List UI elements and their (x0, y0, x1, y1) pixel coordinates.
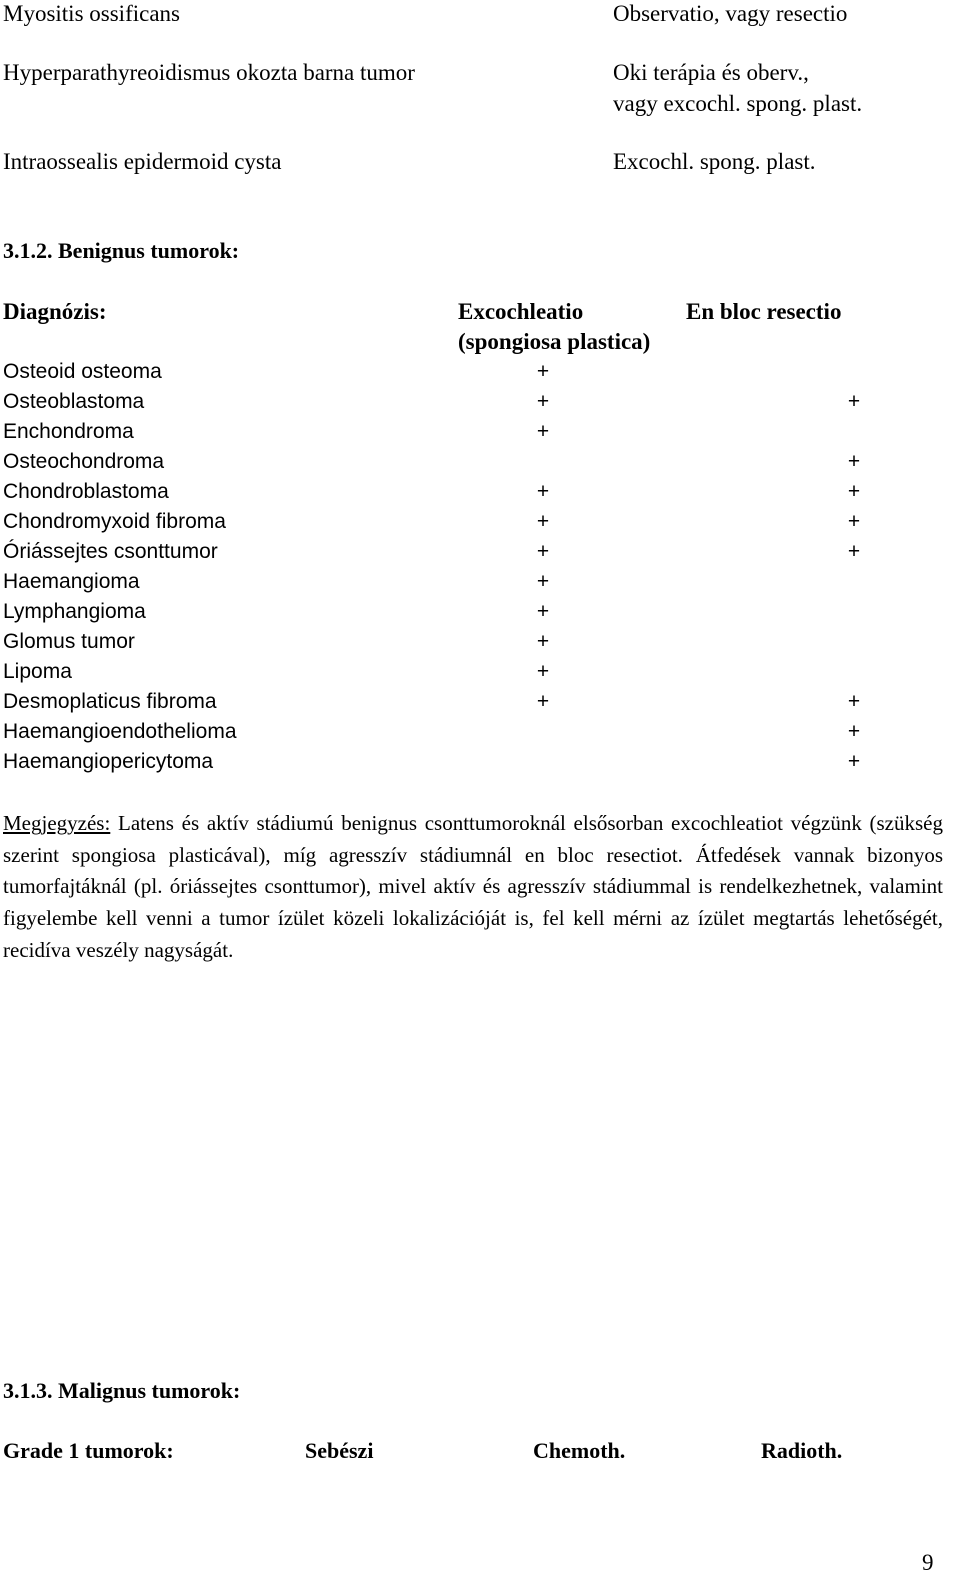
row-excochleatio-mark: + (536, 360, 550, 383)
row-diagnosis: Osteochondroma (3, 450, 165, 473)
row-excochleatio-mark: + (536, 570, 550, 593)
table-header-excochleatio: Excochleatio (458, 299, 584, 324)
top-treatment-1: Observatio, vagy resectio (613, 1, 848, 26)
page-number: 9 (922, 1550, 934, 1575)
top-diagnosis-2: Hyperparathyreoidismus okozta barna tumor (3, 60, 415, 85)
col-sebeszi: Sebészi (305, 1438, 374, 1463)
row-diagnosis: Chondroblastoma (3, 480, 169, 503)
row-en-bloc-mark: + (847, 540, 861, 563)
row-diagnosis: Haemangioendothelioma (3, 720, 237, 743)
note-text: Latens és aktív stádiumú benignus csonttumoroknál elsősorban excochleatiot végzünk (szükség szerint spongiosa plasticával), míg agresszív stádiumnál en bloc resectiot. Átfedések vannak bizonyos tumorfajtáknál (pl. óriássejtes csonttumor), mivel aktív és agresszív stádiummal is rendelkezhetnek, valamint figyelembe kell venni a tumor ízület közeli lokalizációját is, fel kell mérni az ízület megtartás lehetőségét, recidíva veszély nagyságát. (3, 811, 943, 962)
row-excochleatio-mark: + (536, 540, 550, 563)
row-diagnosis: Lipoma (3, 660, 72, 683)
table-row (3, 388, 923, 418)
row-diagnosis: Haemangiopericytoma (3, 750, 214, 773)
col-radioth: Radioth. (761, 1438, 843, 1463)
row-en-bloc-mark: + (847, 480, 861, 503)
table-row (3, 568, 923, 598)
row-en-bloc-mark: + (847, 450, 861, 473)
row-excochleatio-mark: + (536, 420, 550, 443)
table-row (3, 748, 923, 778)
table-row (3, 658, 923, 688)
malign-heading: 3.1.3. Malignus tumorok: (3, 1378, 241, 1403)
table-row (3, 358, 923, 388)
row-excochleatio-mark: + (536, 630, 550, 653)
grade-label: Grade 1 tumorok: (3, 1438, 174, 1463)
table-row (3, 418, 923, 448)
row-en-bloc-mark: + (847, 510, 861, 533)
row-diagnosis: Óriássejtes csonttumor (3, 540, 218, 563)
top-diagnosis-1: Myositis ossificans (3, 1, 180, 26)
row-excochleatio-mark: + (536, 390, 550, 413)
top-treatment-2: Oki terápia és oberv., (613, 60, 809, 85)
table-row (3, 688, 923, 718)
row-excochleatio-mark: + (536, 510, 550, 533)
row-diagnosis: Haemangioma (3, 570, 140, 593)
table-row (3, 598, 923, 628)
top-treatment-3: Excochl. spong. plast. (613, 149, 816, 174)
col-chemoth: Chemoth. (533, 1438, 626, 1463)
row-diagnosis: Glomus tumor (3, 630, 135, 653)
row-en-bloc-mark: + (847, 690, 861, 713)
note-paragraph (3, 808, 943, 967)
row-en-bloc-mark: + (847, 720, 861, 743)
table-row (3, 478, 923, 508)
table-header-en-bloc: En bloc resectio (686, 299, 842, 324)
row-en-bloc-mark: + (847, 390, 861, 413)
row-diagnosis: Osteoblastoma (3, 390, 145, 413)
table-header-diagnosis: Diagnózis: (3, 299, 107, 324)
row-excochleatio-mark: + (536, 690, 550, 713)
table-row (3, 538, 923, 568)
row-excochleatio-mark: + (536, 600, 550, 623)
top-diagnosis-3: Intraossealis epidermoid cysta (3, 149, 282, 174)
row-excochleatio-mark: + (536, 480, 550, 503)
row-diagnosis: Enchondroma (3, 420, 134, 443)
table-row (3, 718, 923, 748)
note-label: Megjegyzés: (3, 811, 111, 835)
benign-heading: 3.1.2. Benignus tumorok: (3, 238, 240, 263)
table-row (3, 448, 923, 478)
top-treatment-2-line2: vagy excochl. spong. plast. (613, 91, 863, 116)
row-diagnosis: Lymphangioma (3, 600, 146, 623)
table-row (3, 628, 923, 658)
table-header-excochleatio-sub: (spongiosa plastica) (458, 329, 651, 354)
row-diagnosis: Chondromyxoid fibroma (3, 510, 226, 533)
row-diagnosis: Desmoplaticus fibroma (3, 690, 217, 713)
row-diagnosis: Osteoid osteoma (3, 360, 162, 383)
row-en-bloc-mark: + (847, 750, 861, 773)
row-excochleatio-mark: + (536, 660, 550, 683)
table-row (3, 508, 923, 538)
